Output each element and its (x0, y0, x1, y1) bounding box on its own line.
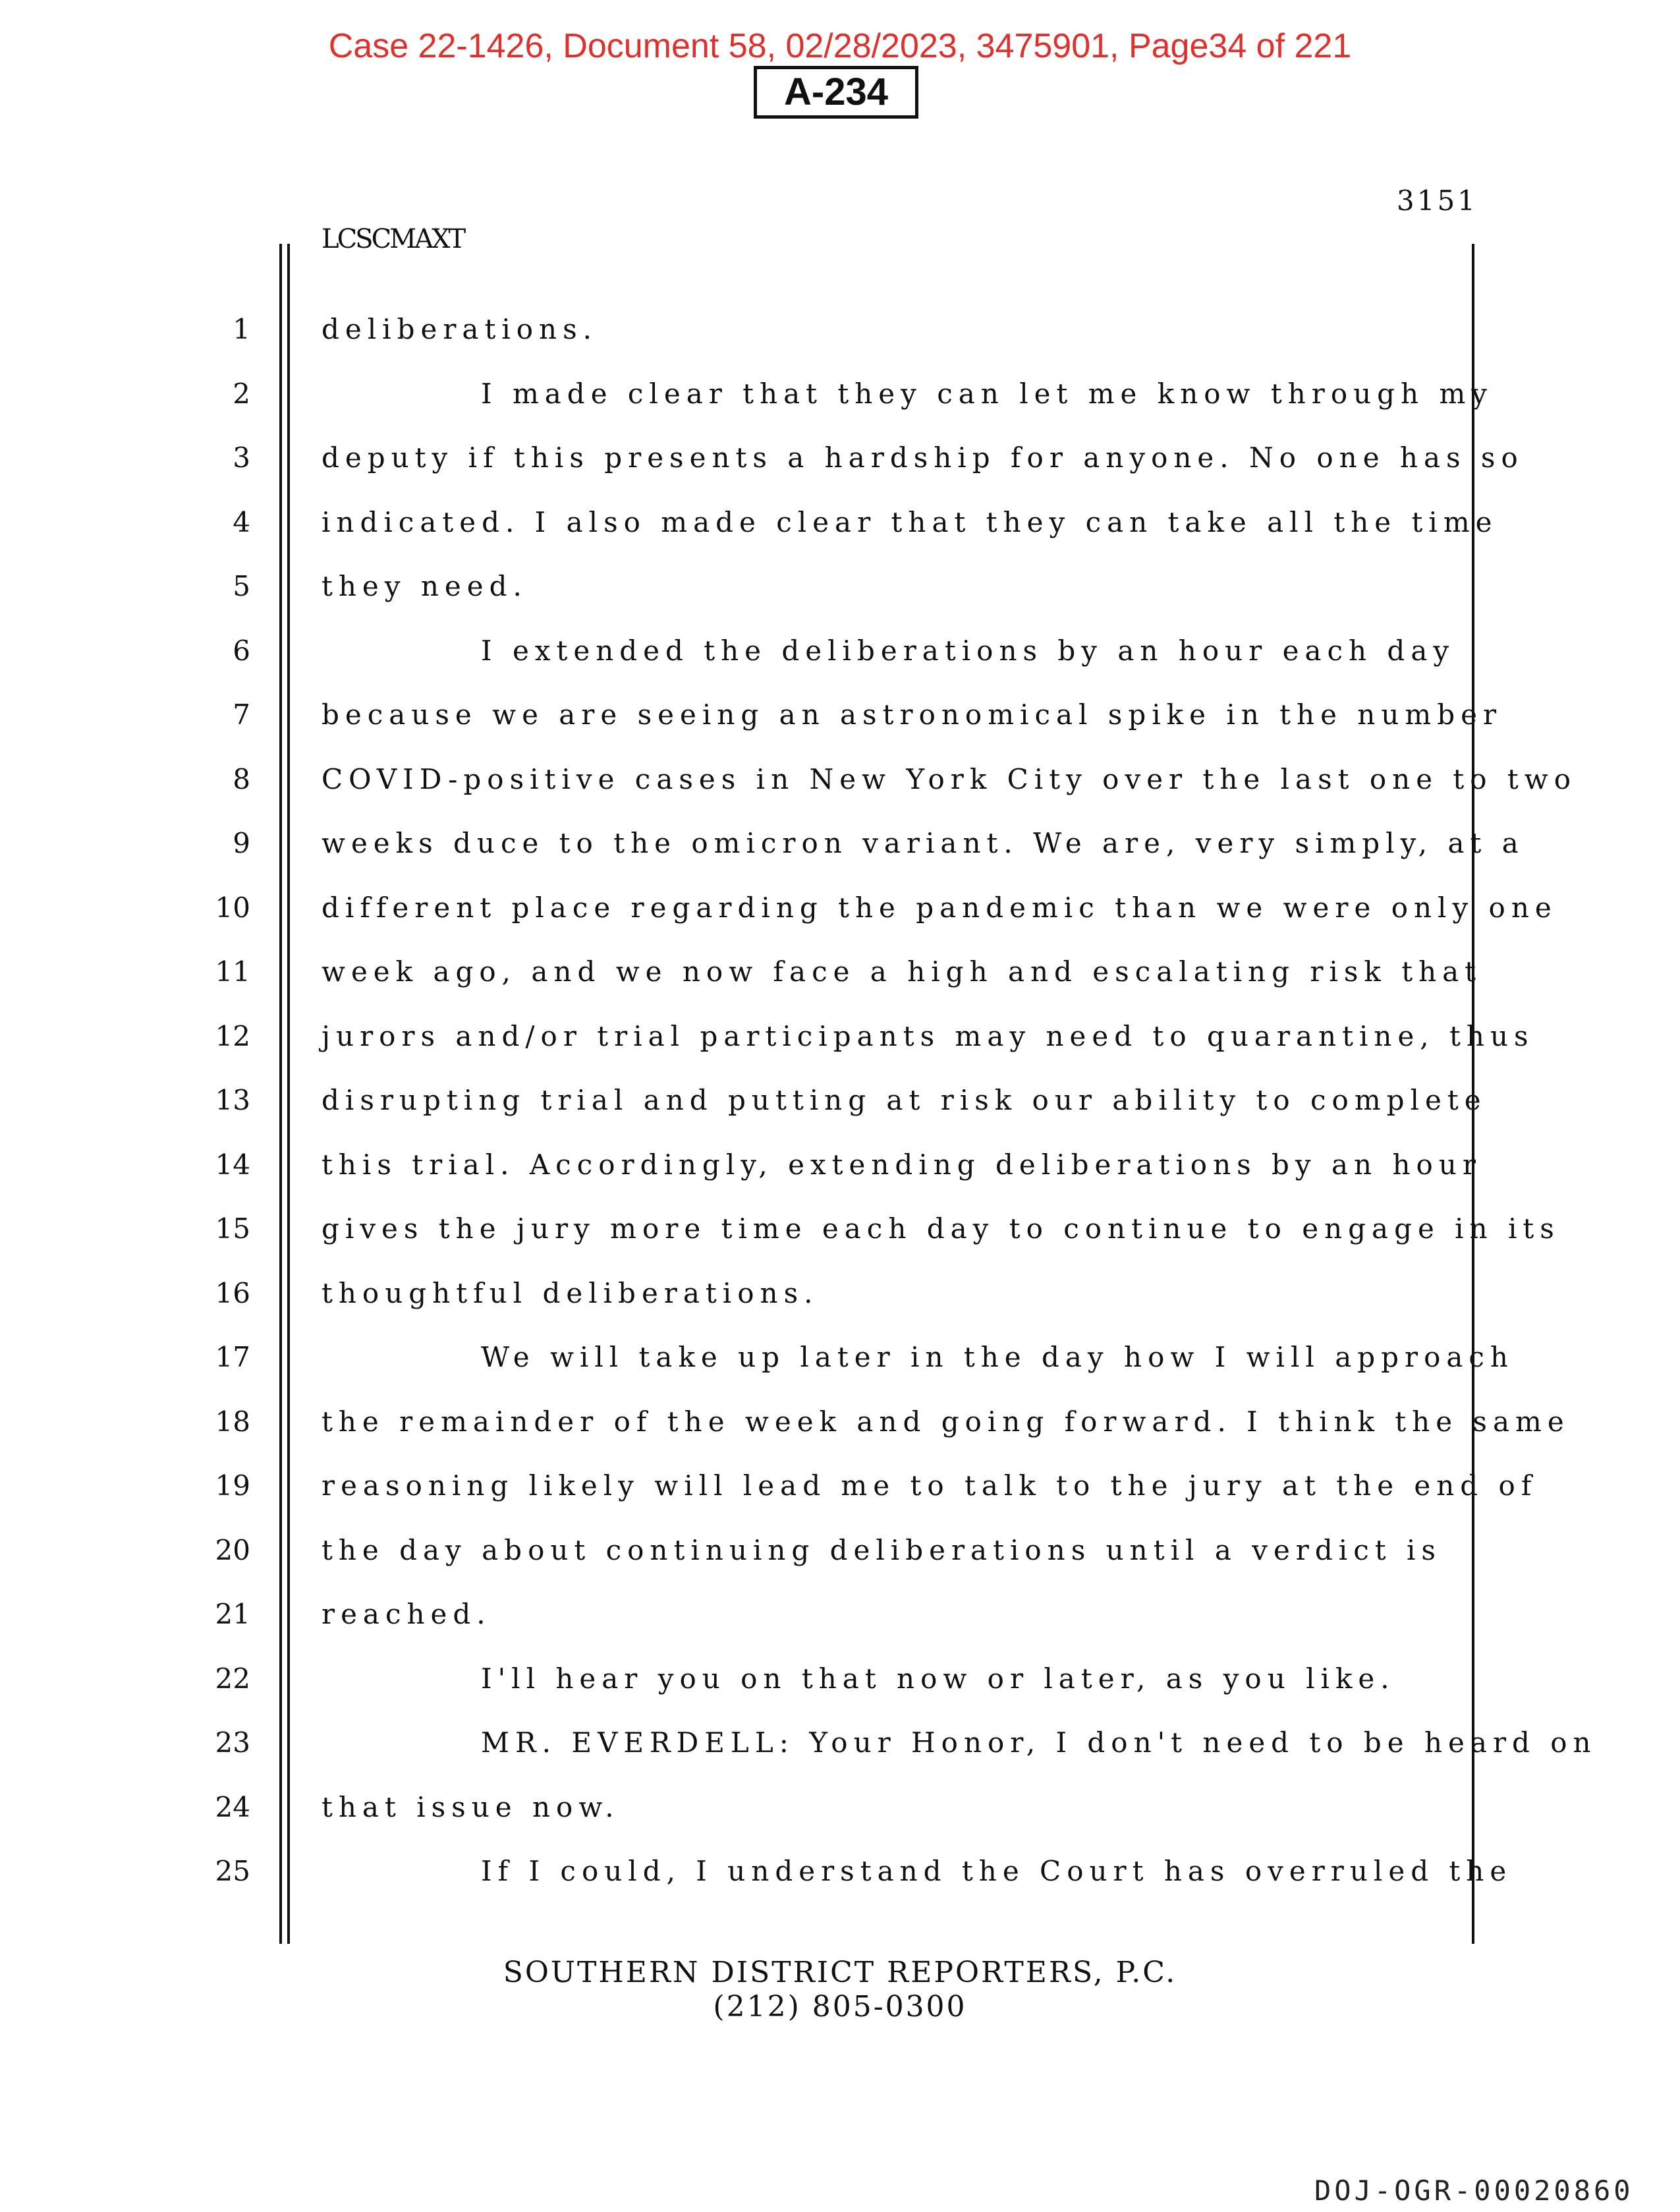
line-number: 13 (215, 1084, 250, 1116)
line-number: 6 (233, 635, 250, 667)
transcript-line: disrupting trial and putting at risk our ability to complete (322, 1084, 1487, 1116)
margin-rule-left-inner (287, 244, 290, 1944)
line-number: 18 (215, 1405, 250, 1438)
transcript-line: weeks duce to the omicron variant. We are, very simply, at a (322, 827, 1525, 859)
transcript-line: If I could, I understand the Court has overruled the (481, 1855, 1513, 1887)
line-number: 10 (215, 892, 250, 924)
transcript-line: I extended the deliberations by an hour each day (481, 635, 1455, 667)
transcript-line: MR. EVERDELL: Your Honor, I don't need to be heard on (481, 1726, 1597, 1759)
line-number: 20 (215, 1534, 250, 1566)
transcript-line: deputy if this presents a hardship for anyone. No one has so (322, 441, 1524, 474)
line-number: 25 (215, 1855, 250, 1887)
transcript-line: I made clear that they can let me know through my (481, 378, 1494, 410)
line-number: 11 (215, 955, 250, 988)
transcript-id: LCSCMAXT (322, 224, 464, 254)
line-number: 24 (215, 1791, 250, 1823)
line-number: 22 (215, 1662, 250, 1695)
transcript-line: We will take up later in the day how I will approach (481, 1341, 1514, 1373)
transcript-line: they need. (322, 570, 528, 602)
line-number: 3 (233, 441, 250, 474)
line-number: 12 (215, 1020, 250, 1052)
transcript-line: COVID-positive cases in New York City over the last one to two (322, 763, 1577, 795)
line-number: 16 (215, 1277, 250, 1309)
transcript-line: the day about continuing deliberations until a verdict is (322, 1534, 1442, 1566)
line-number: 21 (215, 1598, 250, 1630)
line-number: 14 (215, 1149, 250, 1181)
transcript-line: because we are seeing an astronomical spike in the number (322, 698, 1503, 731)
transcript-line: reasoning likely will lead me to talk to the jury at the end of (322, 1469, 1538, 1502)
line-number: 19 (215, 1469, 250, 1502)
line-number: 4 (233, 506, 250, 538)
transcript-line: that issue now. (322, 1791, 620, 1823)
document-id: DOJ-OGR-00020860 (1314, 2174, 1634, 2207)
reporter-name: SOUTHERN DISTRICT REPORTERS, P.C. (503, 1956, 1177, 1989)
line-number: 23 (215, 1726, 250, 1759)
line-number: 1 (233, 313, 250, 345)
line-number: 5 (233, 570, 250, 602)
transcript-line: the remainder of the week and going forward. I think the same (322, 1405, 1570, 1438)
margin-rule-left-outer (279, 244, 282, 1944)
transcript-line: indicated. I also made clear that they can take all the time (322, 506, 1498, 538)
line-number: 8 (233, 763, 250, 795)
transcript-line: this trial. Accordingly, extending deliberations by an hour (322, 1149, 1482, 1181)
transcript-line: reached. (322, 1598, 491, 1630)
reporter-phone: (212) 805-0300 (713, 1990, 967, 2024)
line-number: 9 (233, 827, 250, 859)
line-number: 15 (215, 1212, 250, 1245)
transcript-line: I'll hear you on that now or later, as you like. (481, 1662, 1395, 1695)
case-header: Case 22-1426, Document 58, 02/28/2023, 3475901, Page34 of 221 (328, 27, 1352, 65)
transcript-line: deliberations. (322, 313, 598, 345)
line-number: 2 (233, 378, 250, 410)
transcript-line: jurors and/or trial participants may need to quarantine, thus (322, 1020, 1534, 1052)
line-number: 7 (233, 698, 250, 731)
exhibit-label: A-234 (754, 66, 918, 119)
line-number: 17 (215, 1341, 250, 1373)
transcript-line: gives the jury more time each day to continue to engage in its (322, 1212, 1560, 1245)
transcript-line: week ago, and we now face a high and escalating risk that (322, 955, 1482, 988)
transcript-line: thoughtful deliberations. (322, 1277, 819, 1309)
transcript-line: different place regarding the pandemic than we were only one (322, 892, 1557, 924)
page-number: 3151 (1397, 184, 1478, 217)
